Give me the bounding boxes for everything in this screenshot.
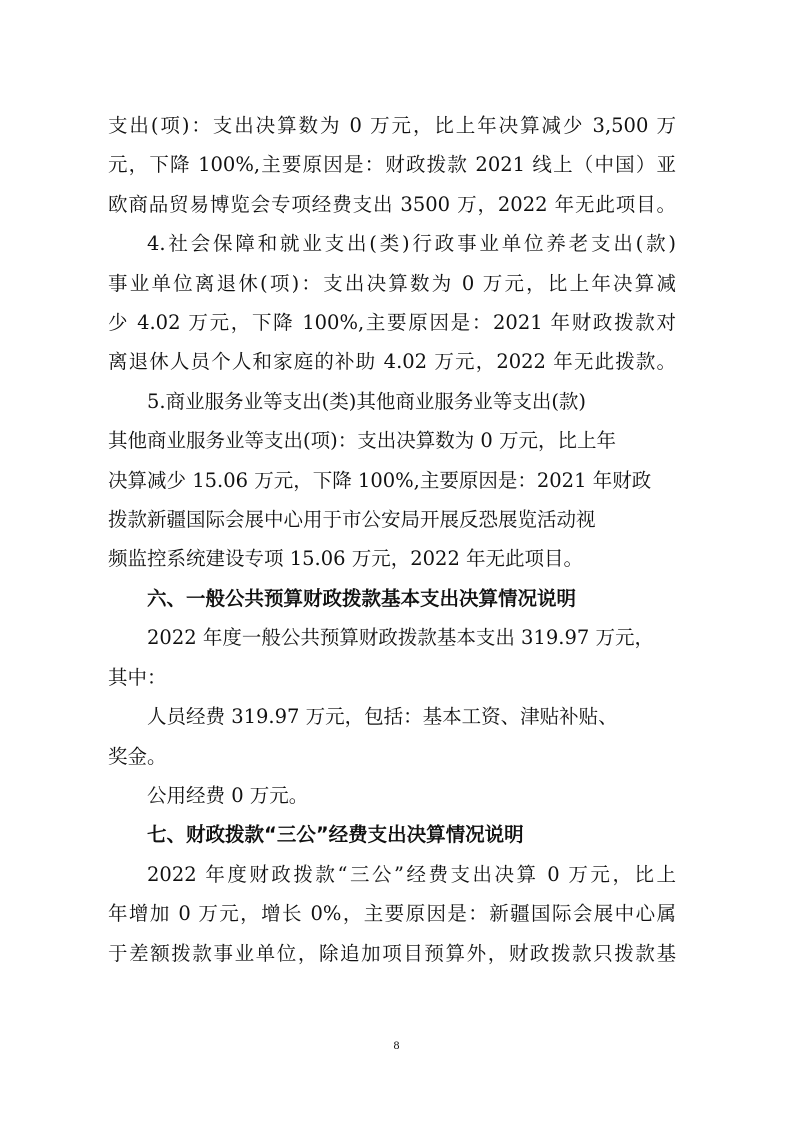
section-heading-three-public-expense: 七、财政拨款“三公”经费支出决算情况说明 bbox=[147, 823, 524, 847]
text-line: 频监控系统建设专项 15.06 万元，2022 年无此项目。 bbox=[108, 547, 584, 571]
paragraph-personnel-expense bbox=[108, 697, 676, 776]
text-line: 元，下降 100%,主要原因是：财政拨款 2021 线上（中国）亚 bbox=[108, 153, 676, 177]
paragraph-project-expense-continued bbox=[108, 106, 676, 224]
paragraph-public-expense bbox=[108, 776, 676, 815]
text-line: 人员经费 319.97 万元，包括：基本工资、津贴补贴、 bbox=[147, 705, 618, 729]
page-number: 8 bbox=[393, 1038, 400, 1052]
text-line: 其中： bbox=[108, 665, 167, 689]
text-line: 2022 年度财政拨款“三公”经费支出决算 0 万元，比上 bbox=[147, 862, 676, 886]
text-line: 拨款新疆国际会展中心用于市公安局开展反恐展览活动视 bbox=[108, 508, 596, 532]
text-line: 于差额拨款事业单位，除追加项目预算外，财政拨款只拨款基 bbox=[108, 941, 676, 965]
paragraph-commercial-service-expense bbox=[108, 382, 676, 579]
paragraph-basic-expense-total bbox=[108, 618, 676, 697]
text-line: 欧商品贸易博览会专项经费支出 3500 万，2022 年无此项目。 bbox=[108, 192, 676, 216]
text-line: 年增加 0 万元，增长 0%，主要原因是：新疆国际会展中心属 bbox=[108, 902, 676, 926]
document-body bbox=[108, 106, 676, 973]
text-line: 公用经费 0 万元。 bbox=[147, 783, 309, 807]
text-line: 决算减少 15.06 万元，下降 100%,主要原因是：2021 年财政 bbox=[108, 468, 652, 492]
text-line: 其他商业服务业等支出(项)：支出决算数为 0 万元，比上年 bbox=[108, 429, 617, 453]
text-line: 事业单位离退休(项)：支出决算数为 0 万元，比上年决算减 bbox=[108, 271, 676, 295]
text-line: 5.商业服务业等支出(类)其他商业服务业等支出(款) bbox=[147, 389, 587, 413]
section-heading-basic-expense: 六、一般公共预算财政拨款基本支出决算情况说明 bbox=[147, 586, 577, 610]
paragraph-three-public-expense bbox=[108, 855, 676, 973]
text-line: 2022 年度一般公共预算财政拨款基本支出 319.97 万元， bbox=[147, 626, 654, 650]
paragraph-social-security-expense bbox=[108, 224, 676, 382]
text-line: 离退休人员个人和家庭的补助 4.02 万元，2022 年无此拨款。 bbox=[108, 350, 676, 374]
text-line: 奖金。 bbox=[108, 744, 167, 768]
text-line: 支出(项)：支出决算数为 0 万元，比上年决算减少 3,500 万 bbox=[108, 114, 676, 137]
text-line: 4.社会保障和就业支出(类)行政事业单位养老支出(款) bbox=[147, 232, 676, 256]
text-line: 少 4.02 万元，下降 100%,主要原因是：2021 年财政拨款对 bbox=[108, 311, 676, 335]
